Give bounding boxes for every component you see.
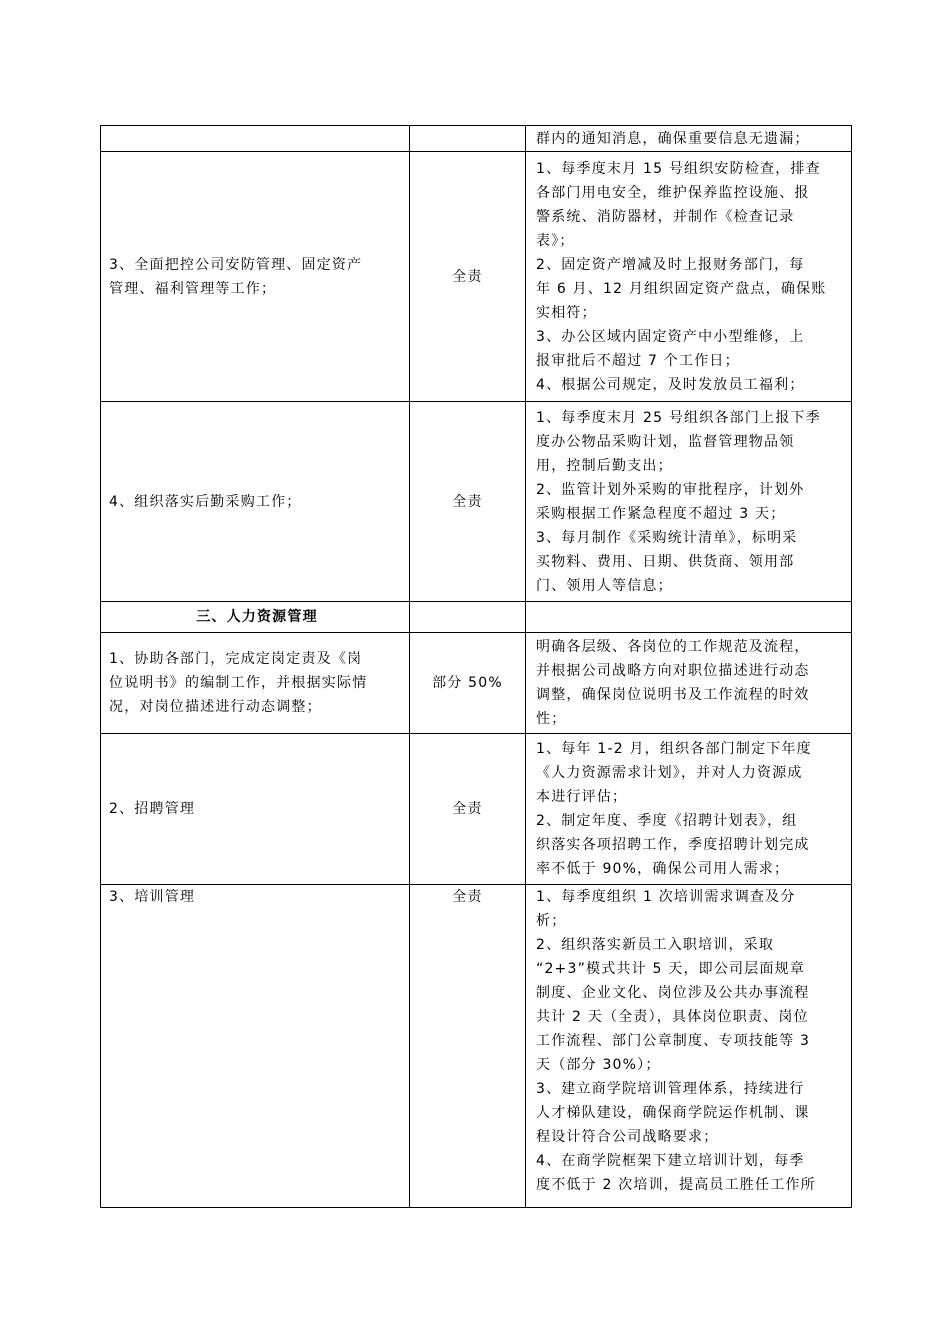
duty-line: 1、协助各部门，完成定岗定责及《岗 bbox=[109, 651, 363, 667]
duty-line: 3、全面把控公司安防管理、固定资产 bbox=[109, 256, 363, 273]
responsibility-cell: 全责 bbox=[410, 152, 526, 402]
responsibility-cell: 部分 50% bbox=[410, 633, 526, 734]
detail-line: 天（部分 30%）； bbox=[536, 1057, 661, 1073]
detail-cell bbox=[526, 734, 852, 885]
duty-line: 2、招聘管理 bbox=[109, 801, 196, 817]
detail-cell bbox=[526, 885, 852, 1208]
responsibility-cell: 全责 bbox=[410, 885, 526, 1208]
table-row bbox=[101, 602, 852, 633]
detail-line: 表》； bbox=[536, 232, 575, 249]
detail-line: 4、在商学院框架下建立培训计划，每季 bbox=[536, 1153, 805, 1169]
detail-line: 实相符； bbox=[536, 304, 597, 321]
responsibility-cell: 全责 bbox=[410, 402, 526, 602]
duty-cell bbox=[101, 633, 410, 734]
duty-line: 3、培训管理 bbox=[109, 889, 196, 905]
detail-line: 本进行评估； bbox=[536, 789, 628, 805]
table-row bbox=[101, 126, 852, 152]
detail-line: 1、每季度组织 1 次培训需求调查及分 bbox=[536, 889, 796, 905]
detail-line: 人才梯队建设，确保商学院运作机制、课 bbox=[536, 1105, 810, 1121]
detail-line: 报审批后不超过 7 个工作日； bbox=[536, 352, 740, 369]
duty-line: 位说明书》的编制工作，并根据实际情 bbox=[109, 675, 368, 691]
detail-line: 程设计符合公司战略要求； bbox=[536, 1129, 719, 1145]
table-row bbox=[101, 402, 852, 602]
detail-line: 《人力资源需求计划》，并对人力资源成 bbox=[536, 765, 803, 781]
detail-line: 率不低于 90%，确保公司用人需求； bbox=[536, 861, 790, 877]
table-row bbox=[101, 734, 852, 885]
detail-cell bbox=[526, 633, 852, 734]
detail-line: 年 6 月、12 月组织固定资产盘点，确保账 bbox=[536, 280, 827, 297]
detail-line: 明确各层级、各岗位的工作规范及流程， bbox=[536, 639, 810, 655]
detail-cell bbox=[526, 152, 852, 402]
detail-line: 采购根据工作紧急程度不超过 3 天； bbox=[536, 505, 786, 522]
detail-line: 析； bbox=[536, 913, 567, 929]
detail-line: 1、每季度末月 25 号组织各部门上报下季 bbox=[536, 409, 821, 426]
detail-line: 各部门用电安全，维护保养监控设施、报 bbox=[536, 184, 810, 201]
detail-cell bbox=[526, 402, 852, 602]
detail-line: 度办公物品采购计划，监督管理物品领 bbox=[536, 433, 795, 450]
detail-cell bbox=[526, 126, 852, 152]
table-row bbox=[101, 633, 852, 734]
detail-line: 织落实各项招聘工作，季度招聘计划完成 bbox=[536, 837, 810, 853]
detail-line: 群内的通知消息，确保重要信息无遗漏； bbox=[536, 130, 810, 147]
duty-cell bbox=[101, 402, 410, 602]
responsibility-table bbox=[100, 125, 852, 1208]
detail-line: 制度、企业文化、岗位涉及公共办事流程 bbox=[536, 985, 810, 1001]
detail-line: “2+3”模式共计 5 天，即公司层面规章 bbox=[536, 961, 806, 977]
duty-line: 4、组织落实后勤采购工作； bbox=[109, 493, 302, 510]
responsibility-cell bbox=[410, 126, 526, 152]
detail-line: 2、组织落实新员工入职培训，采取 bbox=[536, 937, 775, 953]
duty-cell bbox=[101, 734, 410, 885]
section-title: 三、人力资源管理 bbox=[101, 602, 410, 633]
table-row bbox=[101, 152, 852, 402]
responsibility-cell: 全责 bbox=[410, 734, 526, 885]
detail-line: 工作流程、部门公章制度、专项技能等 3 bbox=[536, 1033, 811, 1049]
table-row bbox=[101, 885, 852, 1208]
detail-line: 2、制定年度、季度《招聘计划表》，组 bbox=[536, 813, 798, 829]
detail-line: 1、每年 1-2 月，组织各部门制定下年度 bbox=[536, 741, 812, 757]
detail-line: 1、每季度末月 15 号组织安防检查，排查 bbox=[536, 160, 821, 177]
responsibility-cell bbox=[410, 602, 526, 633]
duty-line: 况，对岗位描述进行动态调整； bbox=[109, 699, 322, 715]
detail-line: 共计 2 天（全责），具体岗位职责、岗位 bbox=[536, 1009, 809, 1025]
detail-line: 度不低于 2 次培训，提高员工胜任工作所 bbox=[536, 1177, 816, 1193]
detail-line: 买物料、费用、日期、供货商、领用部 bbox=[536, 553, 795, 570]
detail-line: 3、办公区域内固定资产中小型维修，上 bbox=[536, 328, 805, 345]
detail-line: 2、固定资产增减及时上报财务部门，每 bbox=[536, 256, 805, 273]
detail-line: 用，控制后勤支出； bbox=[536, 457, 673, 474]
detail-line: 4、根据公司规定，及时发放员工福利； bbox=[536, 376, 805, 393]
duty-cell bbox=[101, 126, 410, 152]
detail-line: 警系统、消防器材，并制作《检查记录 bbox=[536, 208, 795, 225]
detail-cell bbox=[526, 602, 852, 633]
detail-line: 3、建立商学院培训管理体系，持续进行 bbox=[536, 1081, 805, 1097]
duty-line: 管理、福利管理等工作； bbox=[109, 280, 277, 297]
detail-line: 调整，确保岗位说明书及工作流程的时效 bbox=[536, 687, 810, 703]
detail-line: 3、每月制作《采购统计清单》，标明采 bbox=[536, 529, 798, 546]
detail-line: 性； bbox=[536, 711, 567, 727]
detail-line: 并根据公司战略方向对职位描述进行动态 bbox=[536, 663, 810, 679]
duty-cell bbox=[101, 885, 410, 1208]
duty-cell bbox=[101, 152, 410, 402]
detail-line: 2、监管计划外采购的审批程序，计划外 bbox=[536, 481, 805, 498]
detail-line: 门、领用人等信息； bbox=[536, 577, 673, 594]
